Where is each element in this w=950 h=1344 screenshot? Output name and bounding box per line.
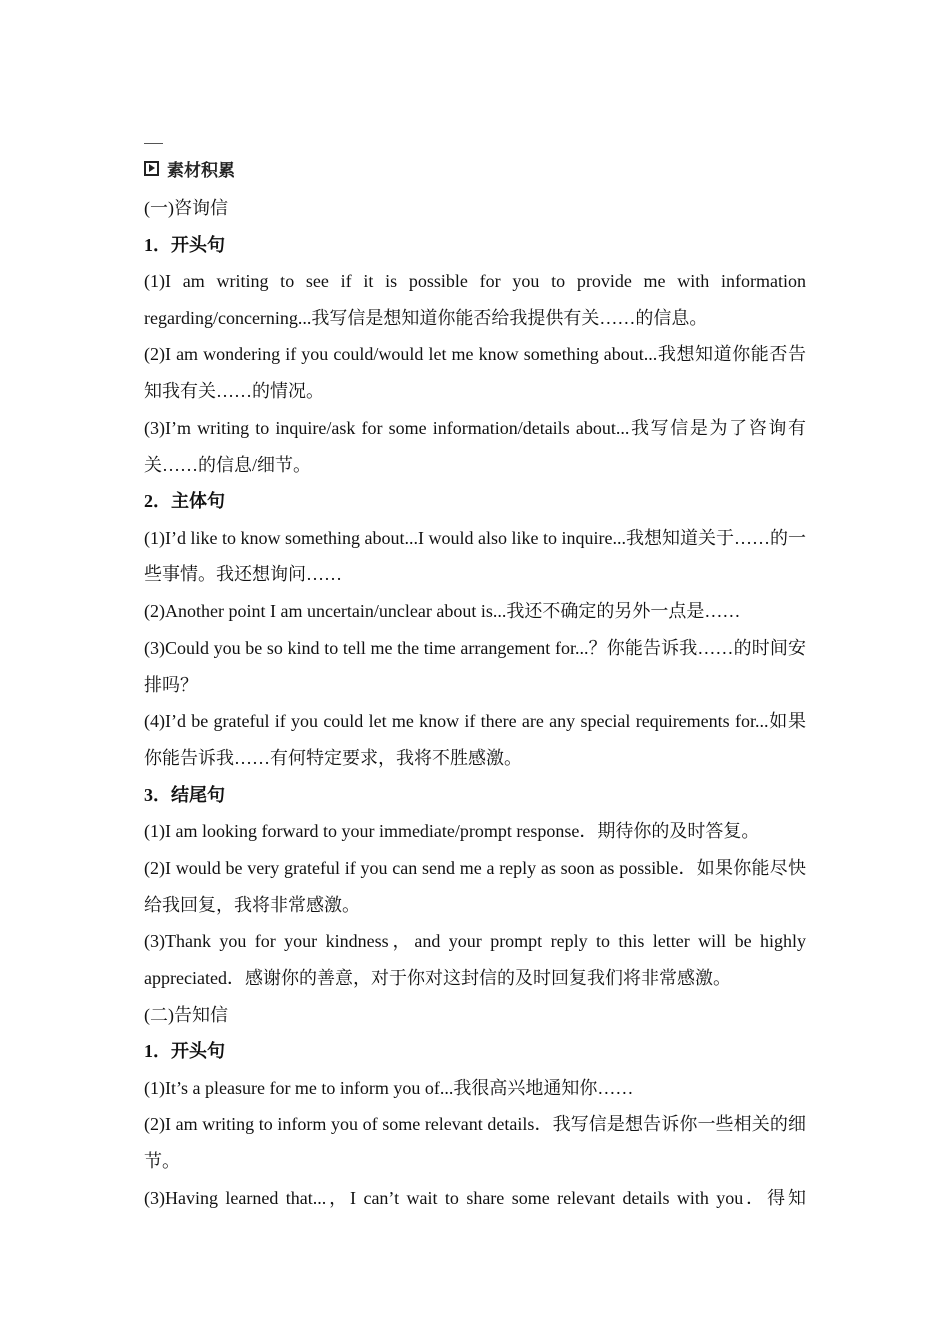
sentence-item: (4)I’d be grateful if you could let me know if there are any special requirements for...如果你能告诉我……有何特定要求，我将不胜感激。 — [144, 711, 806, 768]
play-triangle-icon — [144, 161, 159, 176]
sentence-item: (1)It’s a pleasure for me to inform you of...我很高兴地通知你…… — [144, 1077, 634, 1098]
group-heading: 2．主体句 — [144, 491, 225, 512]
sentence-item: (1)I’d like to know something about...I would also like to inquire...我想知道关于……的一些事情。我还想询问…… — [144, 527, 806, 585]
sentence-item: (3)Could you be so kind to tell me the time arrangement for...？你能告诉我……的时间安排吗？ — [144, 637, 806, 695]
group-heading: 3．结尾句 — [144, 784, 225, 805]
section-title: 素材积累 — [167, 160, 235, 181]
sentence-item: (3)I’m writing to inquire/ask for some information/details about...我写信是为了咨询有关……的信息/细节。 — [144, 417, 806, 475]
section-heading: (二)告知信 — [144, 1004, 228, 1025]
sentence-item: (2)I am wondering if you could/would let me know something about...我想知道你能否告知我有关……的情况。 — [144, 344, 806, 402]
sentence-item: (1)I am looking forward to your immediate/prompt response．期待你的及时答复。 — [144, 821, 760, 842]
sentence-item: (3)Thank you for your kindness，and your prompt reply to this letter will be highly appreciated．感谢你的善意，对于你对这封信的及时回复我们将非常感激。 — [144, 931, 806, 988]
document-content — [144, 152, 806, 1216]
header-rule — [144, 143, 163, 144]
sentence-item: (2)I would be very grateful if you can send me a reply as soon as possible．如果你能尽快给我回复，我将非常感激。 — [144, 857, 806, 915]
sentence-item: (2)I am writing to inform you of some relevant details．我写信是想告诉你一些相关的细节。 — [144, 1114, 806, 1172]
section-heading: (一)咨询信 — [144, 198, 228, 218]
group-heading: 1．开头句 — [144, 1041, 225, 1062]
sentence-item: (2)Another point I am uncertain/unclear about is...我还不确定的另外一点是…… — [144, 601, 741, 622]
sentence-item: (1)I am writing to see if it is possible for you to provide me with information regarding/concerning...我写信是想知道你能否给我提供有关……的信息。 — [144, 271, 806, 328]
group-heading: 1．开头句 — [144, 234, 225, 255]
section-title-row — [144, 152, 806, 184]
sentence-item: (3)Having learned that...，I can’t wait to share some relevant details with you．得知 — [144, 1187, 806, 1208]
